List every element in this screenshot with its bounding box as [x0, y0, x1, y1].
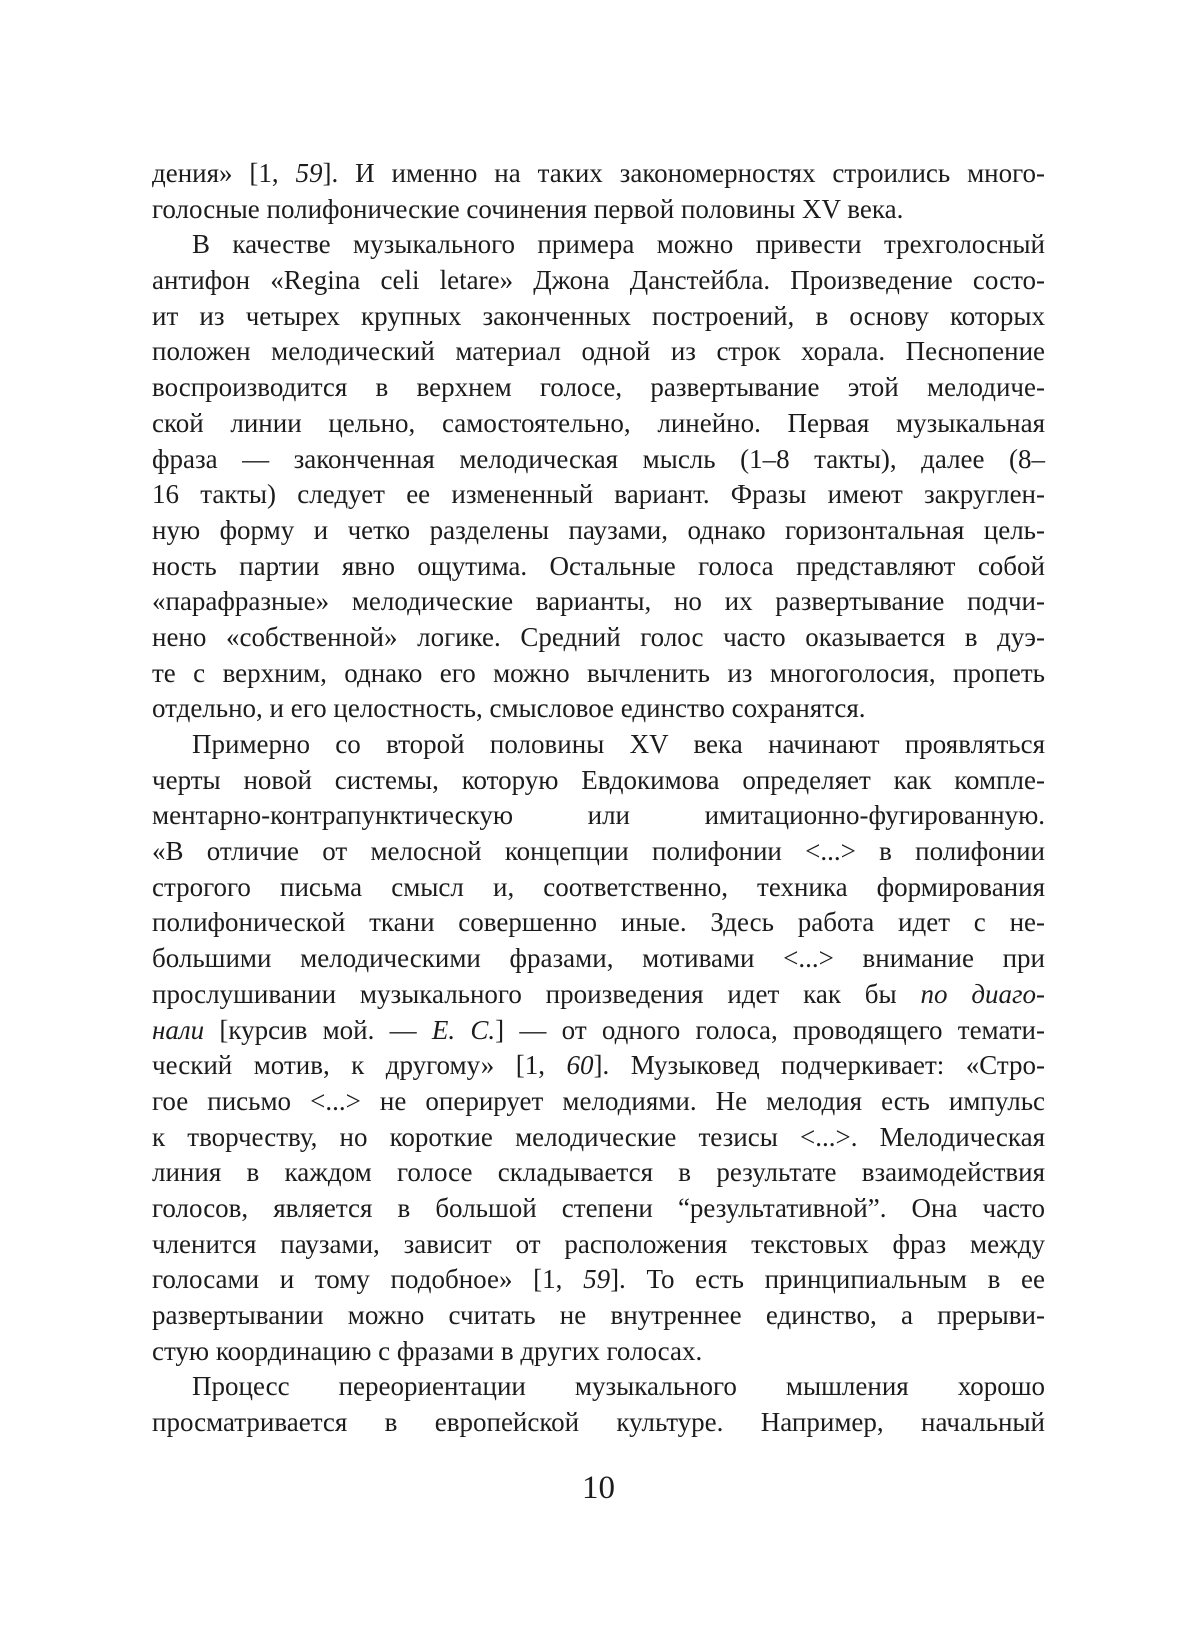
- text-line: [152, 1084, 1045, 1120]
- text-segment: фраза — законченная мелодическая мысль (1–8 такты), далее (8–: [152, 443, 1045, 474]
- text-line: [152, 156, 1045, 192]
- text-segment: те с верхним, однако его можно вычленить из многоголосия, пропеть: [152, 657, 1045, 688]
- text-line: [152, 798, 1045, 834]
- text-segment: нено «собственной» логике. Средний голос часто оказывается в дуэ-: [152, 621, 1045, 652]
- text-line: [152, 477, 1045, 513]
- text-segment: линия в каждом голосе складывается в результате взаимодействия: [152, 1157, 1045, 1188]
- italic-text-segment: нали: [152, 1014, 205, 1045]
- text-segment: «парафразные» мелодические варианты, но их развертывание подчи-: [152, 586, 1045, 617]
- italic-text-segment: Е. С.: [431, 1014, 496, 1045]
- text-segment: ческий мотив, к другому» [1,: [152, 1050, 567, 1081]
- text-segment: ]. То есть принципиальным в ее: [610, 1264, 1045, 1295]
- text-line: [152, 870, 1045, 906]
- text-segment: В качестве музыкального примера можно привести трехголосный: [192, 229, 1045, 260]
- text-segment: ную форму и четко разделены паузами, однако горизонтальная цель-: [152, 514, 1045, 545]
- text-line: [152, 1013, 1045, 1049]
- text-line: [152, 1334, 1045, 1370]
- text-segment: строгого письма смысл и, соответственно, техника формирования: [152, 871, 1045, 902]
- text-segment: дения» [1,: [152, 158, 296, 188]
- text-line: [152, 763, 1045, 799]
- text-segment: прослушивании музыкального произведения идет как бы: [152, 978, 921, 1009]
- text-line: [152, 1155, 1045, 1191]
- text-segment: стую координацию с фразами в других голосах.: [152, 1335, 703, 1366]
- paragraph: [152, 227, 1045, 727]
- paragraph: [152, 1369, 1045, 1440]
- text-line: [152, 334, 1045, 370]
- text-line: [152, 263, 1045, 299]
- text-segment: антифон «Regina celi letare» Джона Данстейбла. Произведение состо-: [152, 265, 1045, 296]
- italic-text-segment: 60: [566, 1050, 594, 1081]
- text-line: [152, 549, 1045, 585]
- text-segment: Примерно со второй половины XV века начинают проявляться: [192, 729, 1045, 759]
- text-line: [152, 1369, 1045, 1405]
- text-line: [152, 299, 1045, 335]
- text-line: [152, 584, 1045, 620]
- text-line: [152, 227, 1045, 263]
- text-segment: ]. Музыковед подчеркивает: «Стро-: [593, 1050, 1045, 1081]
- text-segment: полифонической ткани совершенно иные. Здесь работа идет с не-: [152, 907, 1045, 938]
- text-line: [152, 1405, 1045, 1441]
- text-segment: ] — от одного голоса, проводящего темати-: [495, 1014, 1045, 1045]
- text-line: [152, 727, 1045, 763]
- italic-text-segment: 59: [295, 158, 323, 188]
- text-segment: голосами и тому подобное» [1,: [152, 1264, 584, 1295]
- paragraph: [152, 156, 1045, 227]
- text-line: [152, 834, 1045, 870]
- text-block: [152, 156, 1045, 1441]
- text-segment: просматривается в европейской культуре. Например, начальный: [152, 1407, 1045, 1438]
- text-segment: к творчеству, но короткие мелодические тезисы <...>. Мелодическая: [152, 1121, 1045, 1152]
- text-line: [152, 1227, 1045, 1263]
- text-line: [152, 1120, 1045, 1156]
- text-line: [152, 192, 1045, 228]
- paragraph: [152, 727, 1045, 1369]
- text-segment: черты новой системы, которую Евдокимова определяет как компле-: [152, 764, 1045, 795]
- text-segment: Процесс переориентации музыкального мышления хорошо: [192, 1371, 1045, 1402]
- text-segment: гое письмо <...> не оперирует мелодиями. Не мелодия есть импульс: [152, 1085, 1045, 1116]
- text-segment: большими мелодическими фразами, мотивами <...> внимание при: [152, 943, 1045, 974]
- text-line: [152, 1298, 1045, 1334]
- text-segment: развертывании можно считать не внутреннее единство, а прерыви-: [152, 1300, 1045, 1330]
- text-segment: голосные полифонические сочинения первой половины XV века.: [152, 193, 904, 224]
- text-segment: ]. И именно на таких закономерностях строились много-: [322, 158, 1045, 188]
- text-segment: 16 такты) следует ее измененный вариант. Фразы имеют закруглен-: [152, 479, 1045, 510]
- italic-text-segment: 59: [583, 1264, 611, 1295]
- text-line: [152, 1262, 1045, 1298]
- text-segment: ит из четырех крупных законченных построений, в основу которых: [152, 300, 1045, 331]
- text-segment: голосов, является в большой степени “результативной”. Она часто: [152, 1192, 1045, 1223]
- text-segment: членится паузами, зависит от расположения текстовых фраз между: [152, 1228, 1045, 1259]
- text-line: [152, 620, 1045, 656]
- text-segment: «В отличие от мелосной концепции полифонии <...> в полифонии: [152, 836, 1045, 867]
- text-segment: воспроизводится в верхнем голосе, развертывание этой мелодиче-: [152, 372, 1045, 403]
- text-line: [152, 513, 1045, 549]
- text-line: [152, 442, 1045, 478]
- text-segment: положен мелодический материал одной из строк хорала. Песнопение: [152, 336, 1045, 367]
- page-number: 10: [582, 1470, 615, 1506]
- text-segment: отдельно, и его целостность, смысловое единство сохранятся.: [152, 693, 866, 724]
- text-line: [152, 370, 1045, 406]
- text-line: [152, 656, 1045, 692]
- text-line: [152, 1191, 1045, 1227]
- text-segment: ментарно-контрапунктическую или имитационно-фугированную.: [152, 800, 1045, 831]
- text-segment: ской линии цельно, самостоятельно, линейно. Первая музыкальная: [152, 407, 1045, 438]
- text-segment: [курсив мой. —: [204, 1014, 432, 1045]
- text-line: [152, 977, 1045, 1013]
- text-line: [152, 1048, 1045, 1084]
- text-line: [152, 406, 1045, 442]
- italic-text-segment: по диаго-: [920, 978, 1046, 1009]
- text-segment: ность партии явно ощутима. Остальные голоса представляют собой: [152, 550, 1045, 581]
- text-line: [152, 691, 1045, 727]
- text-line: [152, 941, 1045, 977]
- text-line: [152, 905, 1045, 941]
